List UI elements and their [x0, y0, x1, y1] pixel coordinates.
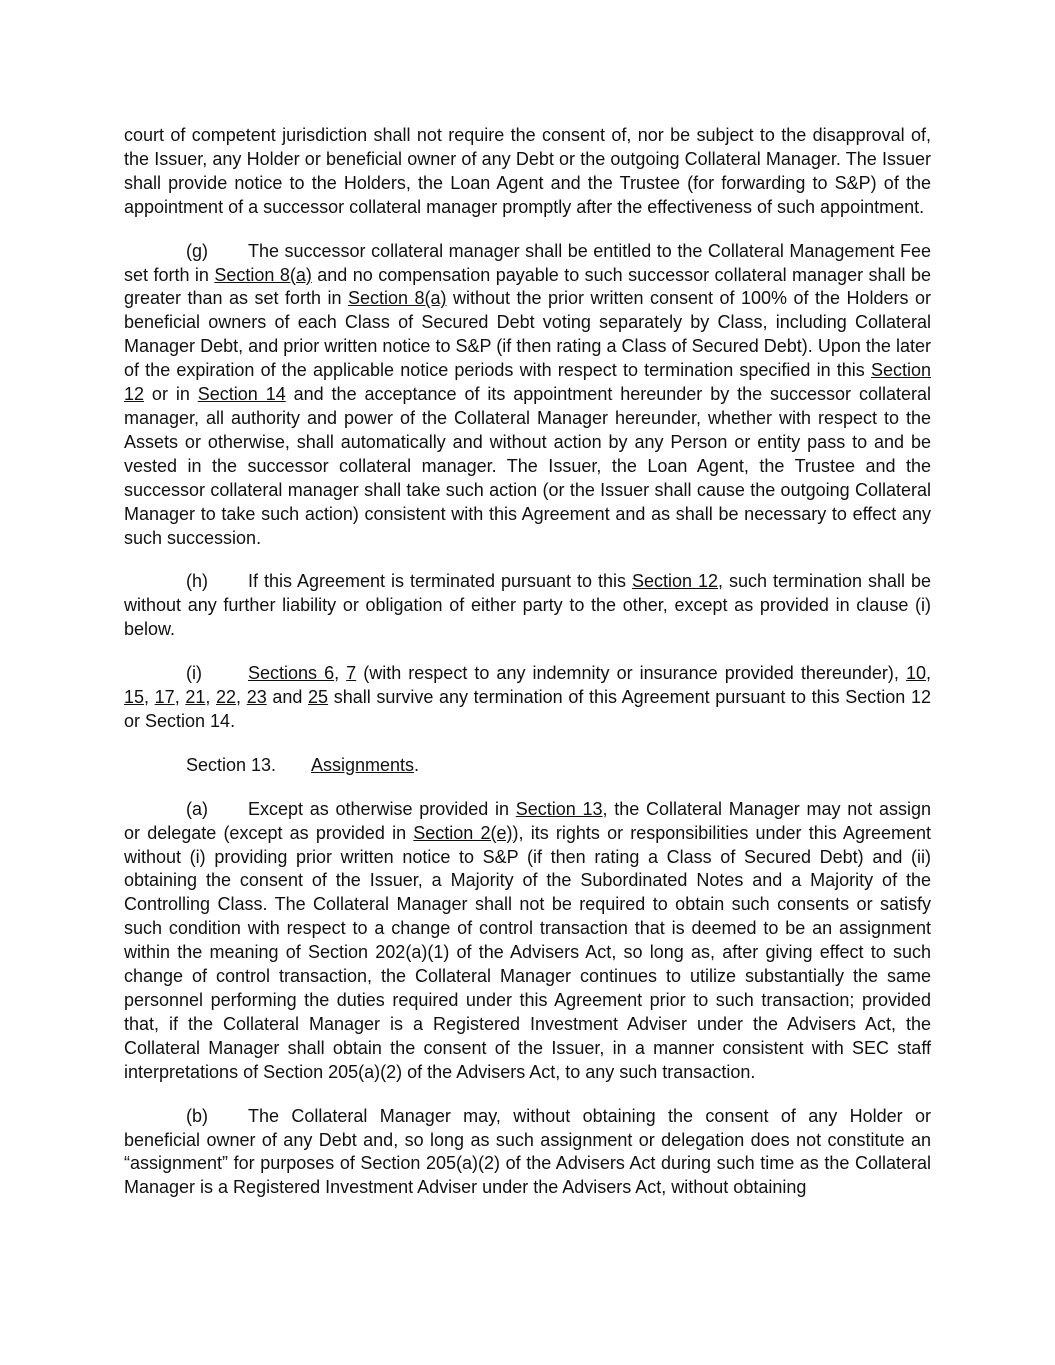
- paragraph-a: (a) Except as otherwise provided in Section 13, the Collateral Manager may not assign or delegate (except as provided in Section 2(e)), its rights or responsibilities under this Agreement without (i) providing prior written notice to S&P (if then rating a Class of Secured Debt) and (ii) obtaining the consent of the Issuer, a Majority of the Subordinated Notes and a Majority of the Controlling Class. The Collateral Manager shall not be required to obtain such consents or satisfy such condition with respect to a change of control transaction that is deemed to be an assignment within the meaning of Section 202(a)(1) of the Advisers Act, so long as, after giving effect to such change of control transaction, the Collateral Manager continues to utilize substantially the same personnel performing the duties required under this Agreement prior to such transaction; provided that, if the Collateral Manager is a Registered Investment Adviser under the Advisers Act, the Collateral Manager shall obtain the consent of the Issuer, in a manner consistent with SEC staff interpretations of Section 205(a)(2) of the Advisers Act, to any such transaction.: [124, 798, 931, 1082]
- section-13-heading: Section 13. Assignments.: [186, 754, 931, 778]
- paragraph-continuation: court of competent jurisdiction shall not require the consent of, nor be subject to the disapproval of, the Issuer, any Holder or beneficial owner of any Debt or the outgoing Collateral Manager. The Issuer shall provide notice to the Holders, the Loan Agent and the Trustee (for forwarding to S&P) of the appointment of a successor collateral manager promptly after the effectiveness of such appointment.: [124, 125, 931, 217]
- section-reference: 15: [124, 687, 145, 708]
- document-page: [124, 124, 931, 1220]
- section-reference: Section 12: [124, 360, 931, 405]
- section-reference: 7: [346, 663, 357, 684]
- section-reference: Sections 6: [248, 663, 335, 684]
- section-reference: 23: [246, 687, 267, 708]
- section-number: Section 13.: [186, 754, 277, 775]
- paragraph-h: (h) If this Agreement is terminated pursuant to this Section 12, such termination shall be without any further liability or obligation of either party to the other, except as provided in clause (i) below.: [124, 571, 932, 640]
- section-reference: Section 2(e): [413, 822, 513, 843]
- clause-label: (g): [186, 240, 208, 261]
- section-title: Assignments: [311, 754, 415, 775]
- section-reference: 17: [154, 687, 175, 708]
- clause-label: (h): [186, 571, 208, 592]
- section-reference: 25: [308, 687, 329, 708]
- paragraph-g: (g) The successor collateral manager shall be entitled to the Collateral Management Fee set forth in Section 8(a) and no compensation payable to such successor collateral manager shall be greater than as set forth in Section 8(a) without the prior written consent of 100% of the Holders or beneficial owners of each Class of Secured Debt voting separately by Class, including Collateral Manager Debt, and prior written notice to S&P (if then rating a Class of Secured Debt). Upon the later of the expiration of the applicable notice periods with respect to termination specified in this Section 12 or in Section 14 and the acceptance of its appointment hereunder by the successor collateral manager, all authority and power of the Collateral Manager hereunder, whether with respect to the Assets or otherwise, shall automatically and without action by any Person or entity pass to and be vested in the successor collateral manager. The Issuer, the Loan Agent, the Trustee and the successor collateral manager shall take such action (or the Issuer shall cause the outgoing Collateral Manager to take such action) consistent with this Agreement and as shall be necessary to effect any such succession.: [124, 240, 931, 548]
- clause-label: (b): [186, 1105, 208, 1126]
- section-reference: Section 8(a): [214, 264, 312, 285]
- section-reference: 22: [216, 687, 237, 708]
- clause-label: (a): [186, 798, 208, 819]
- clause-label: (i): [186, 663, 202, 684]
- section-reference: 10: [905, 663, 926, 684]
- section-reference: Section 14: [197, 384, 286, 405]
- section-reference: Section 8(a): [347, 288, 447, 309]
- section-reference: Section 13: [515, 798, 603, 819]
- paragraph-i: (i) Sections 6, 7 (with respect to any indemnity or insurance provided thereunder), 10, 15, 17, 21, 22, 23 and 25 shall survive any termination of this Agreement pursuant to this Section 12 or Section 14.: [124, 663, 931, 731]
- section-reference: 21: [185, 687, 206, 708]
- paragraph-b: (b) The Collateral Manager may, without obtaining the consent of any Holder or beneficial owner of any Debt and, so long as such assignment or delegation does not constitute an “assignment” for purposes of Section 205(a)(2) of the Advisers Act during such time as the Collateral Manager is a Registered Investment Adviser under the Advisers Act, without obtaining: [124, 1105, 931, 1198]
- section-reference: Section 12: [631, 571, 719, 592]
